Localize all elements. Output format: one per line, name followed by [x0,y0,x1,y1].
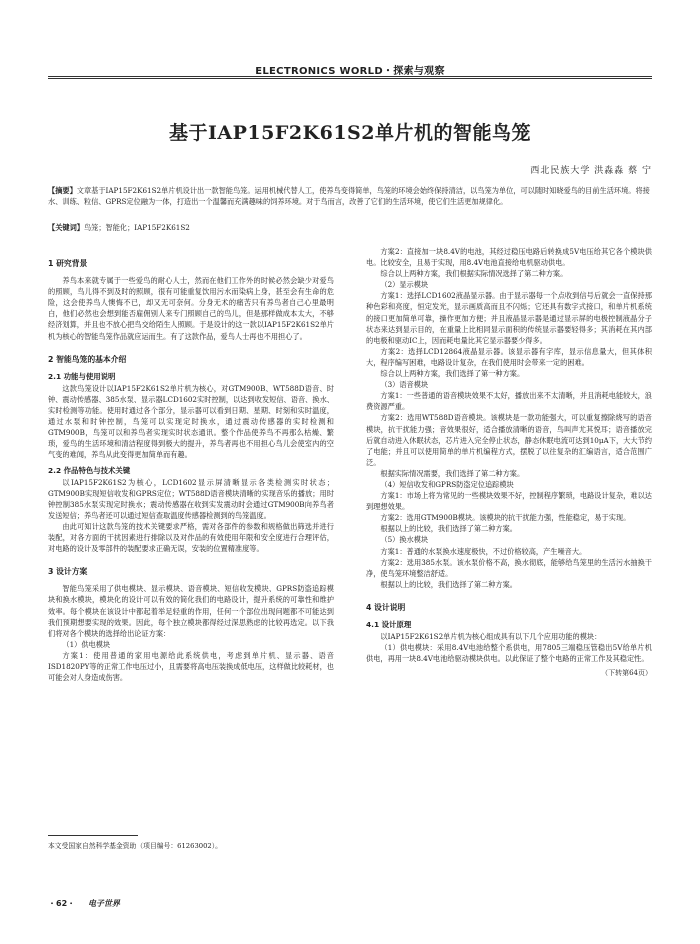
keywords [48,222,652,233]
paragraph: （2）显示模块 [380,280,429,290]
right-column [366,246,652,679]
paragraph: 根据以上的比较，我们选择了第二种方案。 [380,579,517,589]
paragraph: 综合以上两种方案，我们选择了第一种方案。 [380,369,525,379]
paragraph: 方案2：选用GTM900B模块。该模块的抗干扰能力强，性能稳定，易于实现。 [380,513,631,523]
authors: 西北民族大学 洪淼淼 蔡 宁 [530,166,652,176]
paragraph: 这款鸟笼设计以IAP15F2K61S2单片机为核心，对GTM900B、WT588D语音、时钟、震动传感器、385水泵、显示器LCD1602实时控制，以达到收发短信、语音、换水、实时检测等功能。使用时通过各个部分，显示器可以看到日期、星期、时刻和实时温度，通过水泵和时钟控制，鸟笼可以实现定时换水，通过震动传感器的实时检测和GTM900B，鸟笼可以和养鸟者实现实时状态通讯。整个作品使养鸟不再那么枯燥、繁琐，爱鸟的生活环境和清洁程度得到极大的提升，养鸟者再也不用担心鸟儿会使室内的空气变的难闻，养鸟从此变得更加简单而有趣。 [48,383,334,460]
subsection-heading: 4.1 设计原理 [366,620,412,629]
paragraph: 方案1：一些普通的语音模块效果不太好，播放出来不太清晰，并且消耗电能较大，浪费资源严重。 [366,391,652,412]
continued-note: （下转第64页） [601,669,652,678]
section-heading: 2 智能鸟笼的基本介绍 [48,354,127,364]
paragraph: 智能鸟笼采用了供电模块、显示模块、语音模块、短信收发模块、GPRS防盗追踪模块和换水模块，模块化的设计可以有效的简化我们的电路设计，提升系统的可靠性和维护效率。每个模块在该设计中都起着举足轻重的作用，任何一个部位出现问题都不可能达到我们预期想要实现的效果。因此，每个独立模块都得经过深思熟虑的比较再选定。以下我们将对各个模块的选择给出论证方案： [48,584,334,638]
paragraph: 根据实际情况需要，我们选择了第二种方案。 [380,468,525,478]
paragraph: （5）换水模块 [380,535,429,545]
running-header: ELECTRONICS WORLD・探索与观察 [255,66,445,77]
paragraph: 方案2：选用385水泵。该水泵价格不高，换水彻底，能够给鸟笼里的生活污水抽换干净，使鸟笼环境整洁舒适。 [366,557,652,578]
magazine-name: 电子世界 [87,899,120,908]
paragraph: 方案2：选用WT588D语音模块。该模块是一款功能强大，可以重复擦除烧写的语音模块，抗干扰能力强；音效果很好，适合播放清晰的语音，鸟叫声尤其悦耳；语音播放完后就自动进入休眠状态，芯片进入完全停止状态，静态休眠电流可达到10μA下，大大节约了电能；并且可以使用简单的单片机编程方式，摆脱了以往复杂的汇编语言，适合范围广泛。 [366,413,652,467]
paragraph: （1）供电模块：采用8.4V电池给整个系供电，用7805三端稳压管稳出5V给单片机供电，再用一块8.4V电池给驱动模块供电。以此保证了整个电路的正常工作及其稳定性。 [366,643,652,664]
page-footer [48,898,120,909]
header-rule [48,76,652,77]
article-title: 基于IAP15F2K61S2单片机的智能鸟笼 [169,122,531,144]
paragraph: 综合以上两种方案，我们根据实际情况选择了第二种方案。 [380,269,568,279]
footnote: 本文受国家自然科学基金资助（项目编号：61263002）。 [48,842,222,850]
paragraph: 方案1：普通的水泵换水速度极快，不过价格较高，产生噪音大。 [380,546,587,556]
paragraph: （3）语音模块 [380,380,429,390]
paragraph: 方案2：直接加一块8.4V的电池，其经过稳压电路后转换成5V电压给其它各个模块供电。比较安全，且易于实现，用8.4V电池直接给电机驱动供电。 [366,247,652,268]
abstract-label: 【摘要】 [48,186,77,195]
section-heading: 1 研究背景 [48,259,88,268]
subsection-heading: 2.2 作品特色与技术关键 [48,465,131,475]
keywords-text: 鸟笼；智能化；IAP15F2K61S2 [83,223,190,232]
section-heading: 4 设计说明 [366,602,406,612]
keywords-label: 【关键词】 [48,223,84,232]
footnote-rule [48,835,138,836]
abstract-text: 文章基于IAP15F2K61S2单片机设计出一款智能鸟笼。运用机械代替人工，使养鸟变得简单，鸟笼的环境会始终保持清洁，以鸟笼为单位，可以随时知晓爱鸟的目前生活环境。将接水、训练、粒信、GPRS定位融为一体，打造出一个温馨而充满趣味的饲养环境。对于鸟而言，改善了它们的生活环境，使它们生活更加规律化。 [48,186,650,206]
paragraph: 方案1：使用普通的家用电源给此系统供电，考虑到单片机、显示器、语音ISD1820PY等的正常工作电压过小，且需要将高电压装换成低电压，这样做比较耗材，也可能会对人身造成伤害。 [48,650,334,683]
paragraph: （1）供电模块 [62,639,111,649]
paragraph: 根据以上的比较，我们选择了第二种方案。 [380,524,517,534]
paragraph: 以IAP15F2K61S2为核心，LCD1602显示屏清晰显示各类检测实时状态；GTM900B实现短信收发和GPRS定位；WT588D语音模块清晰的实现音乐的播放；用时钟控制385水泵实现定时换水；震动传感器在收到实发震动时会通过GTM900B向养鸟者发送短信；养鸟者还可以通过短信查取温度传感器检测到的鸟笼温度。 [48,477,334,520]
abstract [48,185,652,207]
subsection-heading: 2.1 功能与使用说明 [48,371,116,381]
page-number: ・62・ [48,899,76,908]
paragraph: 以IAP15F2K61S2单片机为核心组成具有以下几个应用功能的模块： [380,632,602,642]
paragraph: 方案2：选择LCD12864液晶显示器。该显示器有字库，显示信息量大，但其体积大，程序编写困难，电路设计复杂，在我们使用时会带来一定的困难。 [366,346,652,367]
left-column [48,246,334,683]
header-rule-2 [48,78,652,79]
paragraph: 由此可知计这款鸟笼的技术关键要求严格，需对各部件的参数和规格做出筛选并进行装配，对各方面的干扰因素进行排除以及对作品的有效使用年限和安全度进行合理评估，对电路的设计及零部件的装配要求正确无误，安装的位置精准度等。 [48,521,334,554]
section-heading: 3 设计方案 [48,567,88,577]
paragraph: 方案1：选择LCD1602液晶显示器。由于显示器每一个点收到信号后就会一直保持那种色彩和亮度，恒定发光，显示画质高而且不闪烁；它还具有数字式接口，和单片机系统的接口更加简单可靠，操作更加方便；并且液晶显示器是通过显示屏的电极控制液晶分子状态来达到显示目的，在重量上比相同显示面积的传统显示器要轻得多；其消耗在其内部的电极和驱动IC上，因而耗电量比其它显示器要少得多。 [366,291,652,345]
paragraph: 方案1：市场上将为常见的一些模块效果不好，控制程序繁琐，电路设计复杂，难以达到理想效果。 [366,491,652,512]
paragraph: 养鸟本来就专属于一些爱鸟的耐心人士，然而在他们工作外的时候必然会缺少对爱鸟的照顾，鸟儿得不到及时的照顾，很有可能重复饮用污水而染病上身，甚至会有生命的危险，这会使养鸟人懊悔不已，却又无可奈何。分身无术的痛苦只有养鸟者自己心里最明白，他们必然也会想到能否雇佣别人来专门照顾自己的鸟儿，但是那样做成本太大，不够经济划算，并且也不放心把鸟交给陌生人照顾。于是设计的这一款以IAP15F2K61S2单片机为核心的智能鸟笼作品就应运而生。有了这款作品，爱鸟人士再也不用担心了。 [48,276,334,341]
paragraph: （4）短信收发和GPRS防盗定位追踪模块 [380,479,514,489]
